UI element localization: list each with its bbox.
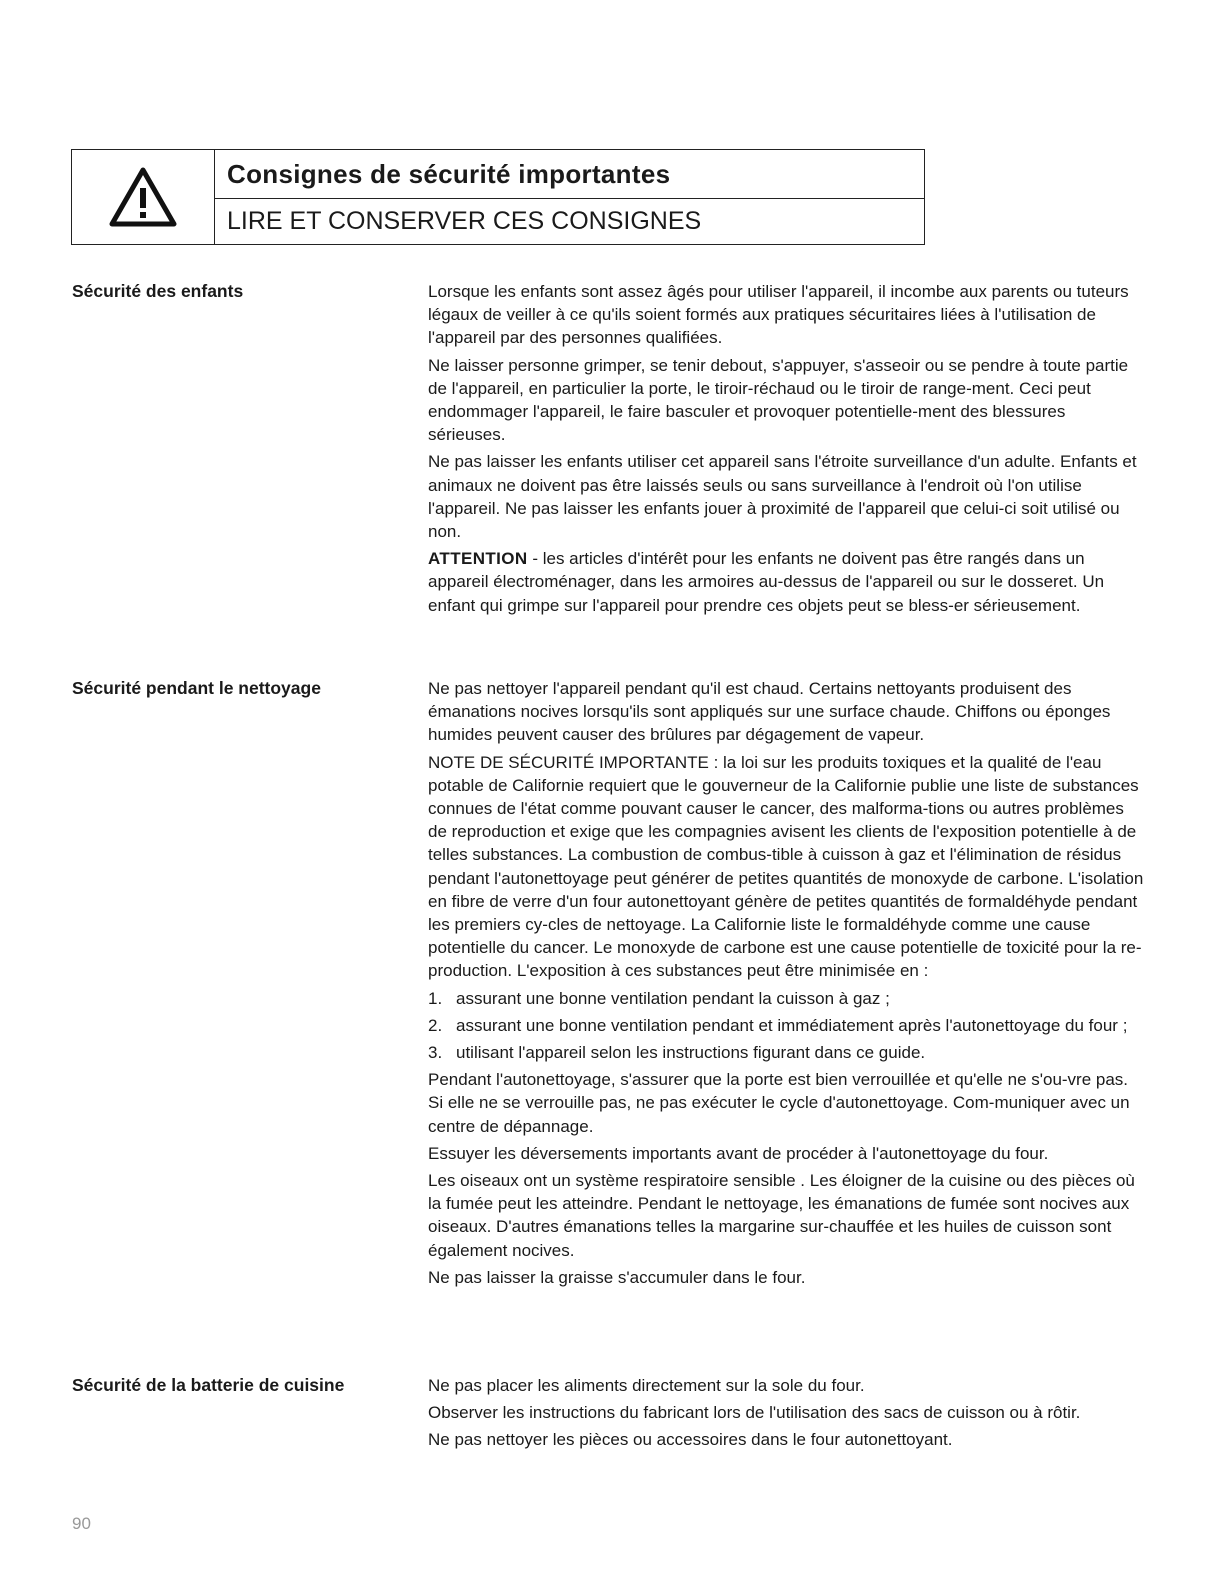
paragraph: Lorsque les enfants sont assez âgés pour utiliser l'appareil, il incombe aux parents ou tuteurs légaux de veiller à ce qu'ils soient formés aux pratiques sécuritaires liées à l'utilisation de l'appareil par des personnes qualifiées.	[428, 282, 1129, 348]
list-item	[428, 1041, 1146, 1064]
list-number: 2.	[428, 1015, 443, 1035]
section-body	[428, 280, 1146, 621]
attention-label: ATTENTION	[428, 549, 528, 569]
paragraph: Ne pas laisser les enfants utiliser cet appareil sans l'étroite surveillance d'un adulte. Enfants et animaux ne doivent pas être laissés seuls ou sans surveillance à l'endroit où l'on utilise l'appareil. Ne pas laisser les enfants jouer à proximité de l'appareil que celui-ci soit utilisé ou non.	[428, 452, 1137, 542]
list-text: assurant une bonne ventilation pendant et immédiatement après l'autonettoyage du four ;	[456, 1015, 1128, 1035]
paragraph: Observer les instructions du fabricant lors de l'utilisation des sacs de cuisson ou à rôtir.	[428, 1403, 1081, 1423]
numbered-list	[428, 987, 1146, 1065]
attention-text: - les articles d'intérêt pour les enfants ne doivent pas être rangés dans un appareil électroménager, dans les armoires au-dessus de l'appareil ou sur le dosseret. Un enfant qui grimpe sur l'appareil pour prendre ces objets peut se bless-er sérieusement.	[428, 549, 1105, 615]
paragraph: Essuyer les déversements importants avant de procéder à l'autonettoyage du four.	[428, 1143, 1049, 1163]
list-text: assurant une bonne ventilation pendant la cuisson à gaz ;	[456, 988, 890, 1008]
header-icon-cell	[72, 150, 215, 244]
paragraph: Pendant l'autonettoyage, s'assurer que la porte est bien verrouillée et qu'elle ne s'ou-vre pas. Si elle ne se verrouille pas, ne pas exécuter le cycle d'autonettoyage. Com-muniquer avec un centre de dépannage.	[428, 1070, 1130, 1136]
section-body	[428, 1374, 1146, 1456]
page-title: Consignes de sécurité importantes	[215, 150, 924, 199]
paragraph: Ne laisser personne grimper, se tenir debout, s'appuyer, s'asseoir ou se pendre à toute partie de l'appareil, en particulier la porte, le tiroir-réchaud ou le tiroir de range-ment. Ceci peut endommager l'appareil, le faire basculer et provoquer potentielle-ment des blessures sérieuses.	[428, 355, 1129, 445]
list-number: 1.	[428, 988, 443, 1008]
warning-triangle-icon	[108, 166, 178, 228]
list-number: 3.	[428, 1043, 443, 1063]
attention-paragraph	[428, 547, 1146, 617]
header-text-cell	[215, 150, 924, 244]
paragraph: Ne pas nettoyer les pièces ou accessoires dans le four autonettoyant.	[428, 1430, 953, 1450]
section-label: Sécurité de la batterie de cuisine	[72, 1375, 345, 1395]
paragraph: Les oiseaux ont un système respiratoire sensible . Les éloigner de la cuisine ou des pièces où la fumée peut les atteindre. Pendant le nettoyage, les émanations de fumée sont nocives aux oiseaux. D'autres émanations telles la margarine sur-chauffée et les huiles de cuisson sont également nocives.	[428, 1171, 1135, 1260]
section-label: Sécurité pendant le nettoyage	[72, 678, 321, 698]
paragraph: NOTE DE SÉCURITÉ IMPORTANTE : la loi sur les produits toxiques et la qualité de l'eau potable de Californie requiert que le gouverneur de la Californie publie une liste de substances connues de l'état comme pouvant causer le cancer, des malforma-tions ou autres problèmes de reproduction et exige que les compagnies avisent les clients de l'exposition potentielle à de telles substances. La combustion de combus-tible à cuisson à gaz et l'élimination de résidus pendant l'autonettoyage peut générer de petites quantités de monoxyde de carbone. L'isolation en fibre de verre d'un four autonettoyant génère de petites quantités de formaldéhyde pendant les premiers cy-cles de nettoyage. La Californie liste le formaldéhyde comme une cause potentielle du cancer. Le monoxyde de carbone est une cause potentielle de toxicité pour la re-production. L'exposition à ces substances peut être minimisée en :	[428, 752, 1144, 981]
section-label: Sécurité des enfants	[72, 281, 244, 301]
page-subtitle: LIRE ET CONSERVER CES CONSIGNES	[227, 207, 702, 235]
list-text: utilisant l'appareil selon les instructions figurant dans ce guide.	[456, 1043, 926, 1063]
list-item	[428, 987, 1146, 1010]
safety-header-box	[71, 149, 925, 245]
list-item	[428, 1014, 1146, 1037]
section-body	[428, 677, 1146, 1293]
page-number: 90	[72, 1514, 91, 1533]
paragraph: Ne pas placer les aliments directement sur la sole du four.	[428, 1376, 865, 1395]
paragraph: Ne pas nettoyer l'appareil pendant qu'il est chaud. Certains nettoyants produisent des émanations nocives lorsqu'ils sont appliqués sur une surface chaude. Chiffons ou éponges humides peuvent causer des brûlures par dégagement de vapeur.	[428, 679, 1111, 745]
paragraph: Ne pas laisser la graisse s'accumuler dans le four.	[428, 1267, 806, 1287]
